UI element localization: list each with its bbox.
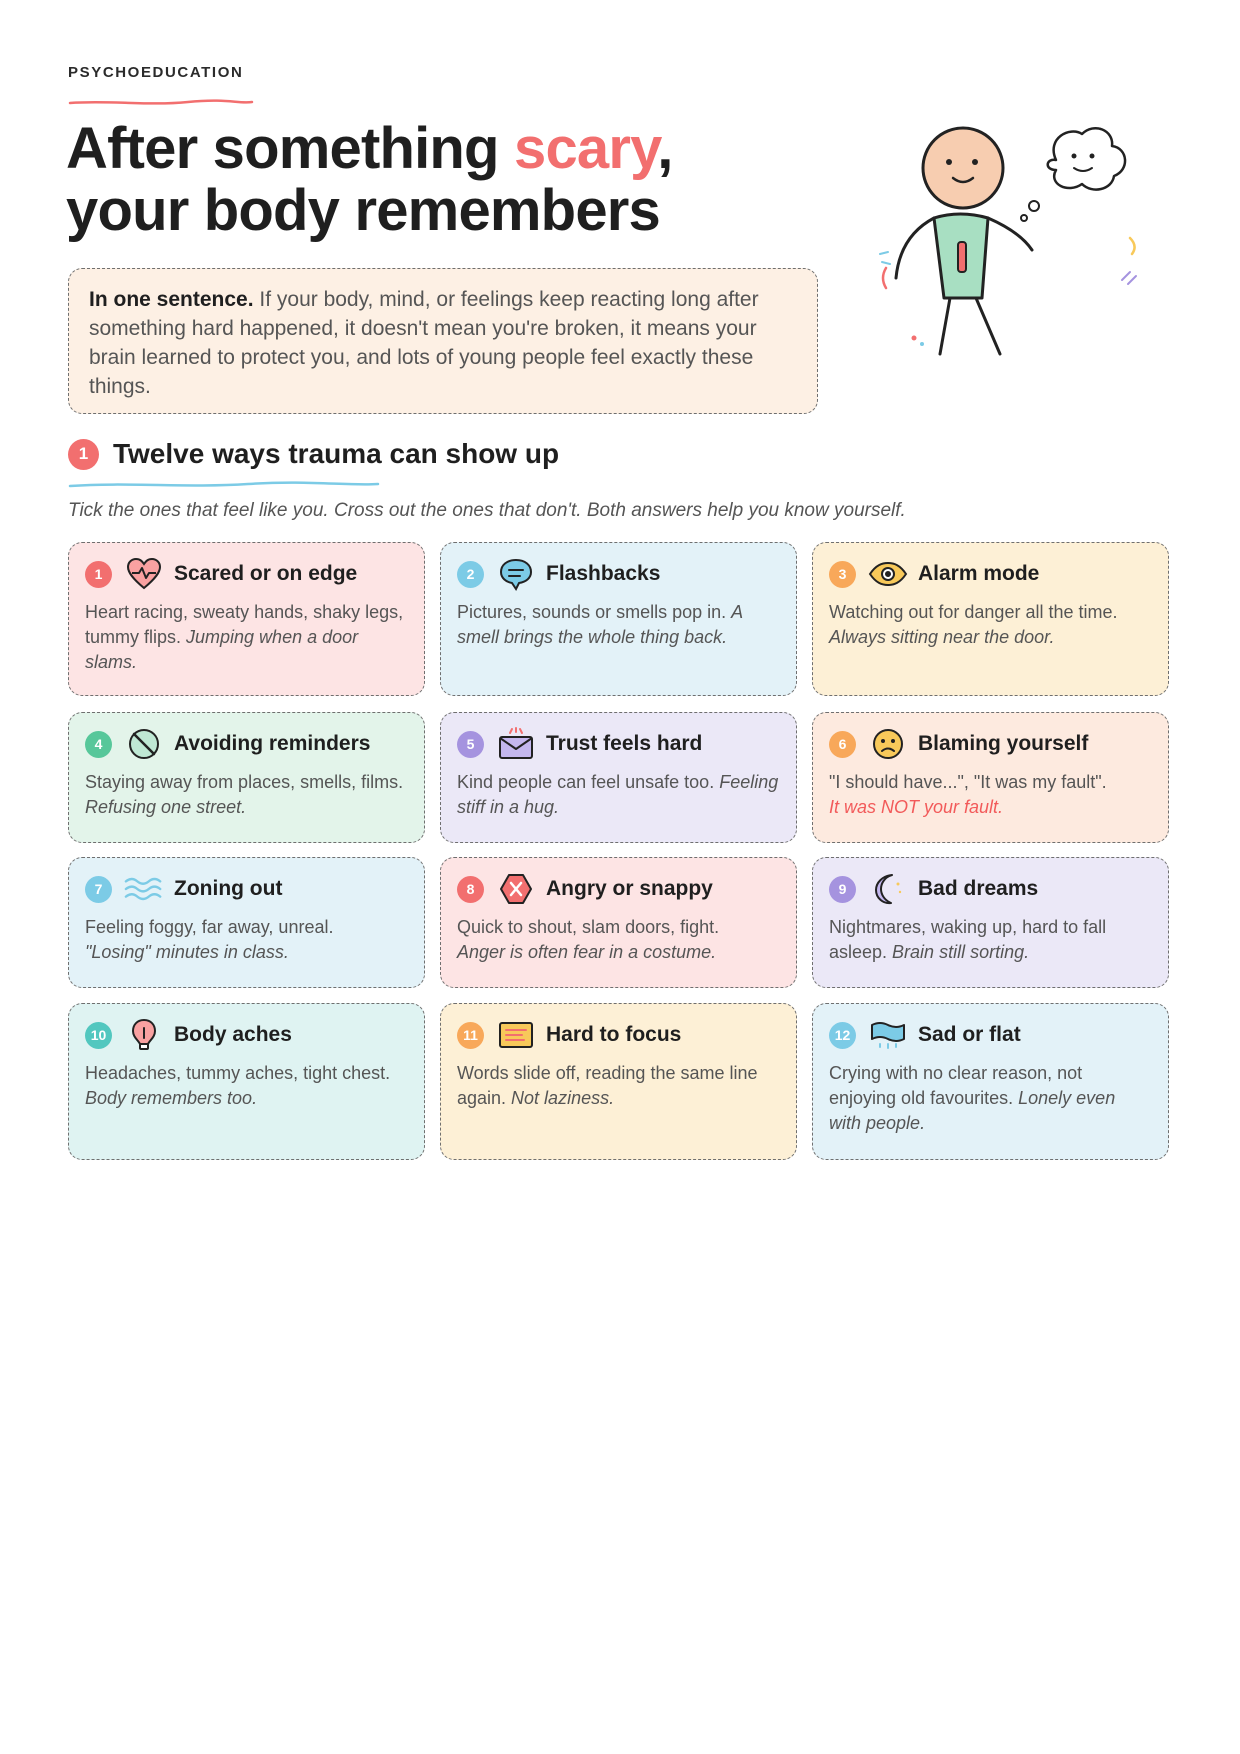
card-text: Feeling foggy, far away, unreal. xyxy=(85,917,334,937)
card-zoning-out[interactable] xyxy=(68,857,425,988)
card-number: 11 xyxy=(457,1022,484,1049)
card-title: Body aches xyxy=(174,1023,292,1046)
sad-face-icon xyxy=(868,727,908,761)
card-title: Flashbacks xyxy=(546,562,661,585)
card-body xyxy=(85,1061,408,1111)
title-accent: scary xyxy=(514,116,658,181)
card-example: Refusing one street. xyxy=(85,797,247,817)
card-body xyxy=(829,770,1152,820)
card-number: 7 xyxy=(85,876,112,903)
card-example: Anger is often fear in a costume. xyxy=(457,942,717,962)
card-number: 3 xyxy=(829,561,856,588)
summary-lead: In one sentence. xyxy=(89,288,254,311)
card-example: A smell brings the whole thing back. xyxy=(457,602,743,647)
card-text: Quick to shout, slam doors, fight. xyxy=(457,917,720,937)
character-illustration xyxy=(860,118,1160,368)
card-body xyxy=(829,600,1152,650)
card-title: Angry or snappy xyxy=(546,877,713,900)
card-example: Jumping when a door slams. xyxy=(85,627,359,672)
card-text: Pictures, sounds or smells pop in. xyxy=(457,602,732,622)
title-line2: your body remembers xyxy=(66,178,660,243)
no-entry-icon xyxy=(124,727,164,761)
card-alarm-mode[interactable] xyxy=(812,542,1169,696)
summary-box xyxy=(68,268,818,414)
kicker-label: PSYCHOEDUCATION xyxy=(68,64,244,81)
card-text: Headaches, tummy aches, tight chest. xyxy=(85,1063,391,1083)
card-example: Brain still sorting. xyxy=(892,942,1030,962)
card-body xyxy=(829,1061,1152,1136)
speech-bubble-icon xyxy=(496,557,536,591)
card-text: Kind people can feel unsafe too. xyxy=(457,772,720,792)
card-title: Blaming yourself xyxy=(918,732,1089,755)
card-number: 8 xyxy=(457,876,484,903)
section-header xyxy=(68,438,559,470)
card-text: Heart racing, sweaty hands, shaky legs, tummy flips. xyxy=(85,602,404,647)
card-example: Feeling stiff in a hug. xyxy=(457,772,779,817)
card-text: Staying away from places, smells, films. xyxy=(85,772,404,792)
card-body xyxy=(457,600,780,650)
title-part1: After something xyxy=(66,116,514,181)
card-text: "I should have...", "It was my fault". xyxy=(829,772,1107,792)
eye-icon xyxy=(868,557,908,591)
card-scared-or-on-edge[interactable] xyxy=(68,542,425,696)
card-number: 9 xyxy=(829,876,856,903)
card-title: Avoiding reminders xyxy=(174,732,371,755)
card-example: It was NOT your fault. xyxy=(829,797,1004,817)
card-title: Sad or flat xyxy=(918,1023,1021,1046)
card-number: 12 xyxy=(829,1022,856,1049)
card-sad-or-flat[interactable] xyxy=(812,1003,1169,1160)
card-text: Words slide off, reading the same line again. xyxy=(457,1063,758,1108)
angry-x-icon xyxy=(496,872,536,906)
card-example: Body remembers too. xyxy=(85,1088,258,1108)
card-example: Always sitting near the door. xyxy=(829,627,1055,647)
card-bad-dreams[interactable] xyxy=(812,857,1169,988)
card-example: "Losing" minutes in class. xyxy=(85,942,289,962)
card-body xyxy=(457,915,780,965)
moon-icon xyxy=(868,872,908,906)
card-title: Bad dreams xyxy=(918,877,1039,900)
card-body xyxy=(457,770,780,820)
card-text: Crying with no clear reason, not enjoying old favourites. xyxy=(829,1063,1083,1108)
card-body xyxy=(85,770,408,820)
text-lines-icon xyxy=(496,1018,536,1052)
card-number: 4 xyxy=(85,731,112,758)
card-text: Watching out for danger all the time. xyxy=(829,602,1118,622)
card-title: Scared or on edge xyxy=(174,562,358,585)
card-hard-to-focus[interactable] xyxy=(440,1003,797,1160)
card-angry-or-snappy[interactable] xyxy=(440,857,797,988)
pain-point-icon xyxy=(124,1018,164,1052)
card-trust-feels-hard[interactable] xyxy=(440,712,797,843)
card-number: 2 xyxy=(457,561,484,588)
card-number: 6 xyxy=(829,731,856,758)
card-blaming-yourself[interactable] xyxy=(812,712,1169,843)
section-underline xyxy=(68,480,380,490)
card-example: Not laziness. xyxy=(511,1088,615,1108)
card-flashbacks[interactable] xyxy=(440,542,797,696)
title-part2: , xyxy=(657,116,673,181)
kicker-underline xyxy=(68,98,254,108)
section-subtitle: Tick the ones that feel like you. Cross out the ones that don't. Both answers help you know yourself. xyxy=(68,500,906,521)
card-avoiding-reminders[interactable] xyxy=(68,712,425,843)
envelope-icon xyxy=(496,727,536,761)
page-title xyxy=(66,118,673,242)
rain-cloud-icon xyxy=(868,1018,908,1052)
card-body xyxy=(85,915,408,965)
heart-pulse-icon xyxy=(124,557,164,591)
section-number-badge: 1 xyxy=(68,439,99,470)
card-number: 10 xyxy=(85,1022,112,1049)
summary-text: If your body, mind, or feelings keep reacting long after something hard happened, it doesn't mean you're broken, it means your brain learned to protect you, and lots of young people feel exactly these things. xyxy=(89,288,759,398)
card-number: 1 xyxy=(85,561,112,588)
card-title: Hard to focus xyxy=(546,1023,682,1046)
card-title: Trust feels hard xyxy=(546,732,703,755)
card-body-aches[interactable] xyxy=(68,1003,425,1160)
card-title: Alarm mode xyxy=(918,562,1040,585)
card-body xyxy=(457,1061,780,1111)
card-body xyxy=(85,600,408,675)
card-body xyxy=(829,915,1152,965)
card-title: Zoning out xyxy=(174,877,283,900)
section-title: Twelve ways trauma can show up xyxy=(113,438,560,469)
cards-grid xyxy=(68,542,1169,1162)
card-text: Nightmares, waking up, hard to fall asleep. xyxy=(829,917,1107,962)
card-example: Lonely even with people. xyxy=(829,1088,1116,1133)
card-number: 5 xyxy=(457,731,484,758)
waves-icon xyxy=(124,872,164,906)
